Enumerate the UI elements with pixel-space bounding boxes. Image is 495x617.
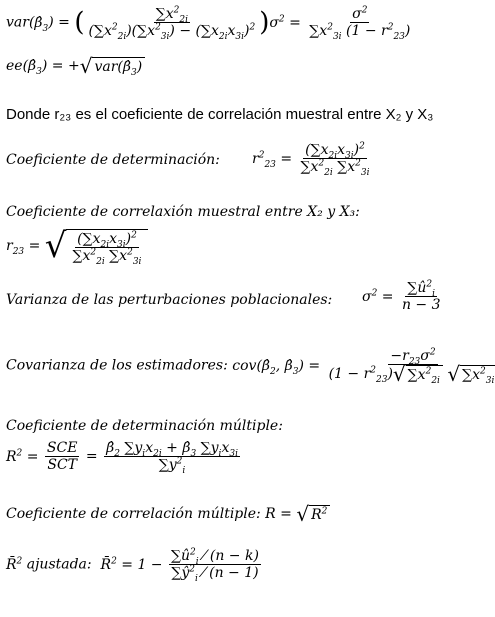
formula-var-beta3: $var(\betâ_3)$ = ( $\frac{\sum x^2_{2i}}{(\sum x^2_{2i})(\sum x^2_{3i}) - (\sum x_{2i}x_{3i})^2}$ )$\sigma^2$ = $\frac{\sigma^2}{\sum x^2_{3i} (1 - r^2_{23})}$ — [6, 5, 411, 42]
label-coef-correlacion: Coeficiente de correlaxión muestral entre X₂ y X₃: — [6, 204, 360, 220]
label-coef-corr-multiple: Coeficiente de correlación múltiple: R = √ $R^2$ — [6, 502, 330, 526]
label-coef-determinacion: Coeficiente de determinación: — [6, 152, 220, 168]
label-varianza-perturbaciones: Varianza de las perturbaciones poblacionales: — [6, 292, 333, 308]
sentence-r23: Donde r₂₃ es el coeficiente de correlación muestral entre X₂ y X₃ — [6, 106, 434, 123]
formula-sigma-squared: $\sigma^2$ = $\frac{\sum û^2_i}{n - 3}$ — [362, 279, 441, 313]
label-covarianza: Covarianza de los estimadores: $cov(\betâ_2$, $\betâ_3$) = $\frac{-r_{23}\sigma^2}{(1 - r^2_{23})√ \sum x^2_{2i} √ \sum x^2_{3i}}$ — [6, 348, 495, 383]
formula-ee-beta3: $ee(\betâ_3)$ = +√ $var(\betâ_3)$ — [6, 54, 145, 78]
formula-r23: $r_{23}$ = √ $\frac{(\sum x_{2i}x_{3i})^2}{\sum x^2_{2i} \sum x^2_{3i}}$ — [6, 226, 148, 266]
formula-R2-ajustada: R̄$^2$ ajustada: R̄$^2$ = 1 − $\frac{\sum û^2_i ⁄ (n - k)}{\sum ŷ^2_i ⁄ (n - 1)}$ — [6, 547, 259, 584]
formula-r23-squared: $r^2_{23}$ = $\frac{(\sum x_{2i}x_{3i})^2}{\sum x^2_{2i} \sum x^2_{3i}}$ — [252, 141, 370, 178]
formula-R-squared: $R^2$ = $\frac{\text{SCE}}{\text{SCT}}$ = $\frac{\betâ_2 \sum y_ix_{2i} + \betâ_3 \sum y_ix_{3i}}{\sum y^2_i}$ — [6, 440, 238, 476]
label-coef-det-multiple: Coeficiente de determinación múltiple: — [6, 418, 283, 434]
